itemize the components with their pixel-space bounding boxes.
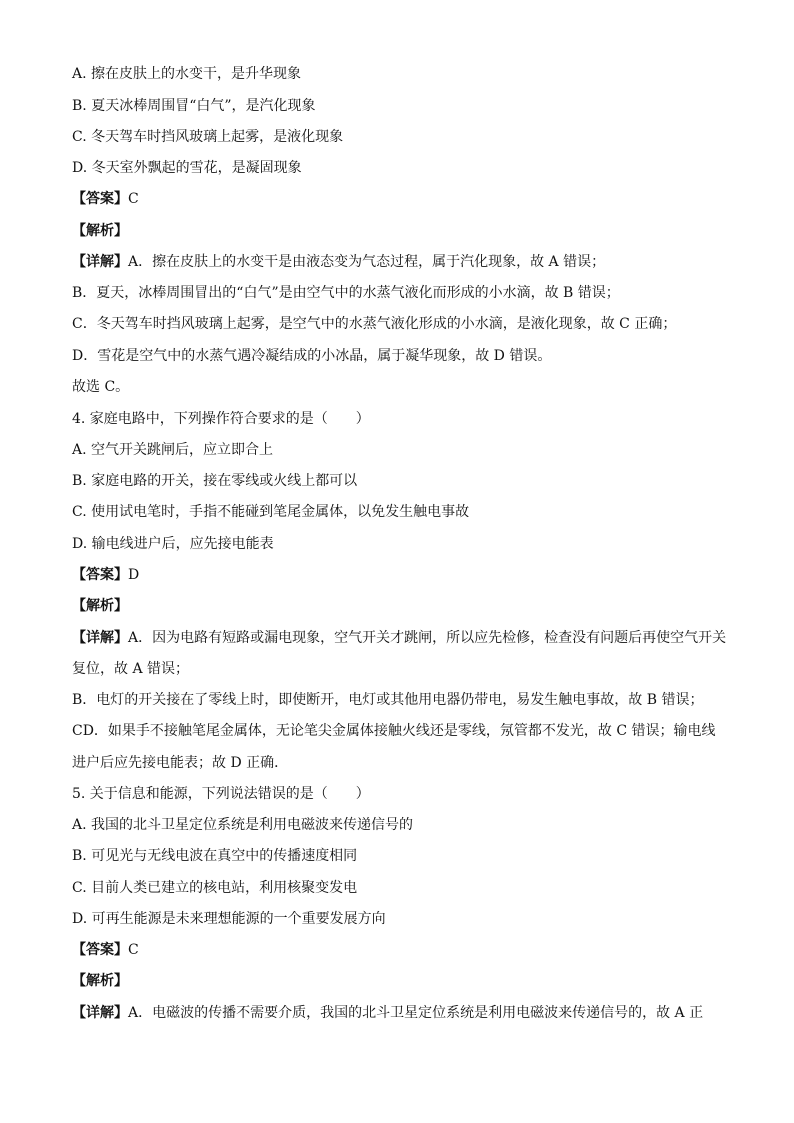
analysis-line <box>72 971 128 991</box>
option-d-line <box>72 909 386 929</box>
line-text: C. 目前人类已建立的核电站，利用核聚变发电 <box>72 880 358 896</box>
line-text: 故选 C。 <box>72 379 130 395</box>
line-text: B. 家庭电路的开关，接在零线或火线上都可以 <box>72 473 358 489</box>
line-text: C．冬天驾车时挡风玻璃上起雾，是空气中的水蒸气液化形成的小水滴，是液化现象，故 C 正确； <box>72 316 677 332</box>
detail-line <box>72 721 716 741</box>
answer-text: D <box>128 567 140 583</box>
option-c-line <box>72 127 343 147</box>
line-text: A. 擦在皮肤上的水变干，是升华现象 <box>72 66 302 82</box>
option-c-line <box>72 502 469 522</box>
line-text: D. 输电线进户后，应先接电能表 <box>72 536 274 552</box>
line-text: A．电磁波的传播不需要介质，我国的北斗卫星定位系统是利用电磁波来传递信号的，故 A 正 <box>128 1005 704 1021</box>
line-text: B. 夏天冰棒周围冒“白气”，是汽化现象 <box>72 98 316 114</box>
answer-line <box>72 940 139 960</box>
line-text: B．电灯的开关接在了零线上时，即使断开，电灯或其他用电器仍带电，易发生触电事故，故 B 错误； <box>72 692 704 708</box>
answer-tag: 【答案】 <box>72 191 128 207</box>
detail-line <box>72 690 703 710</box>
line-text: B. 可见光与无线电波在真空中的传播速度相同 <box>72 848 358 864</box>
line-text: A．擦在皮肤上的水变干是由液态变为气态过程，属于汽化现象，故 A 错误； <box>128 254 606 270</box>
detail-line <box>72 659 189 679</box>
detail-line <box>72 1003 703 1023</box>
question-title <box>72 409 370 429</box>
line-text: A. 空气开关跳闸后，应立即合上 <box>72 442 274 458</box>
option-d-line <box>72 158 302 178</box>
conclusion-line <box>72 377 129 397</box>
detail-line <box>72 252 605 272</box>
analysis-tag: 【解析】 <box>72 223 128 239</box>
answer-text: C <box>128 942 139 958</box>
line-text: D．雪花是空气中的水蒸气遇冷凝结成的小冰晶，属于凝华现象，故 D 错误。 <box>72 348 552 364</box>
detail-line <box>72 753 288 773</box>
answer-text: C <box>128 191 139 207</box>
line-text: C. 冬天驾车时挡风玻璃上起雾，是液化现象 <box>72 129 344 145</box>
answer-tag: 【答案】 <box>72 942 128 958</box>
option-a-line <box>72 440 273 460</box>
answer-tag: 【答案】 <box>72 567 128 583</box>
analysis-line <box>72 596 128 616</box>
option-b-line <box>72 96 316 116</box>
detail-line <box>72 314 676 334</box>
line-text: 进户后应先接电能表；故 D 正确． <box>72 755 289 771</box>
option-d-line <box>72 534 274 554</box>
answer-line <box>72 189 139 209</box>
option-a-line <box>72 815 413 835</box>
analysis-tag: 【解析】 <box>72 973 128 989</box>
line-text: B．夏天，冰棒周围冒出的“白气”是由空气中的水蒸气液化而形成的小水滴，故 B 错误； <box>72 285 620 301</box>
option-b-line <box>72 471 357 491</box>
line-text: 5. 关于信息和能源，下列说法错误的是（ ） <box>72 786 370 802</box>
analysis-line <box>72 221 128 241</box>
detail-line <box>72 283 620 303</box>
option-c-line <box>72 878 357 898</box>
line-text: 复位，故 A 错误； <box>72 661 190 677</box>
question-title <box>72 784 370 804</box>
option-a-line <box>72 64 301 84</box>
detail-line <box>72 628 726 648</box>
line-text: D. 冬天室外飘起的雪花，是凝固现象 <box>72 160 302 176</box>
line-text: CD．如果手不接触笔尾金属体，无论笔尖金属体接触火线还是零线，氖管都不发光，故 C 错误；输电线 <box>72 723 716 739</box>
answer-line <box>72 565 139 585</box>
line-text: D. 可再生能源是未来理想能源的一个重要发展方向 <box>72 911 386 927</box>
detail-tag: 【详解】 <box>72 1005 128 1021</box>
analysis-tag: 【解析】 <box>72 598 128 614</box>
line-text: A. 我国的北斗卫星定位系统是利用电磁波来传递信号的 <box>72 817 414 833</box>
detail-tag: 【详解】 <box>72 630 128 646</box>
detail-tag: 【详解】 <box>72 254 128 270</box>
line-text: C. 使用试电笔时，手指不能碰到笔尾金属体，以免发生触电事故 <box>72 504 470 520</box>
detail-line <box>72 346 551 366</box>
option-b-line <box>72 846 357 866</box>
line-text: A．因为电路有短路或漏电现象，空气开关才跳闸，所以应先检修，检查没有问题后再使空气开关 <box>128 630 727 646</box>
line-text: 4. 家庭电路中，下列操作符合要求的是（ ） <box>72 411 370 427</box>
